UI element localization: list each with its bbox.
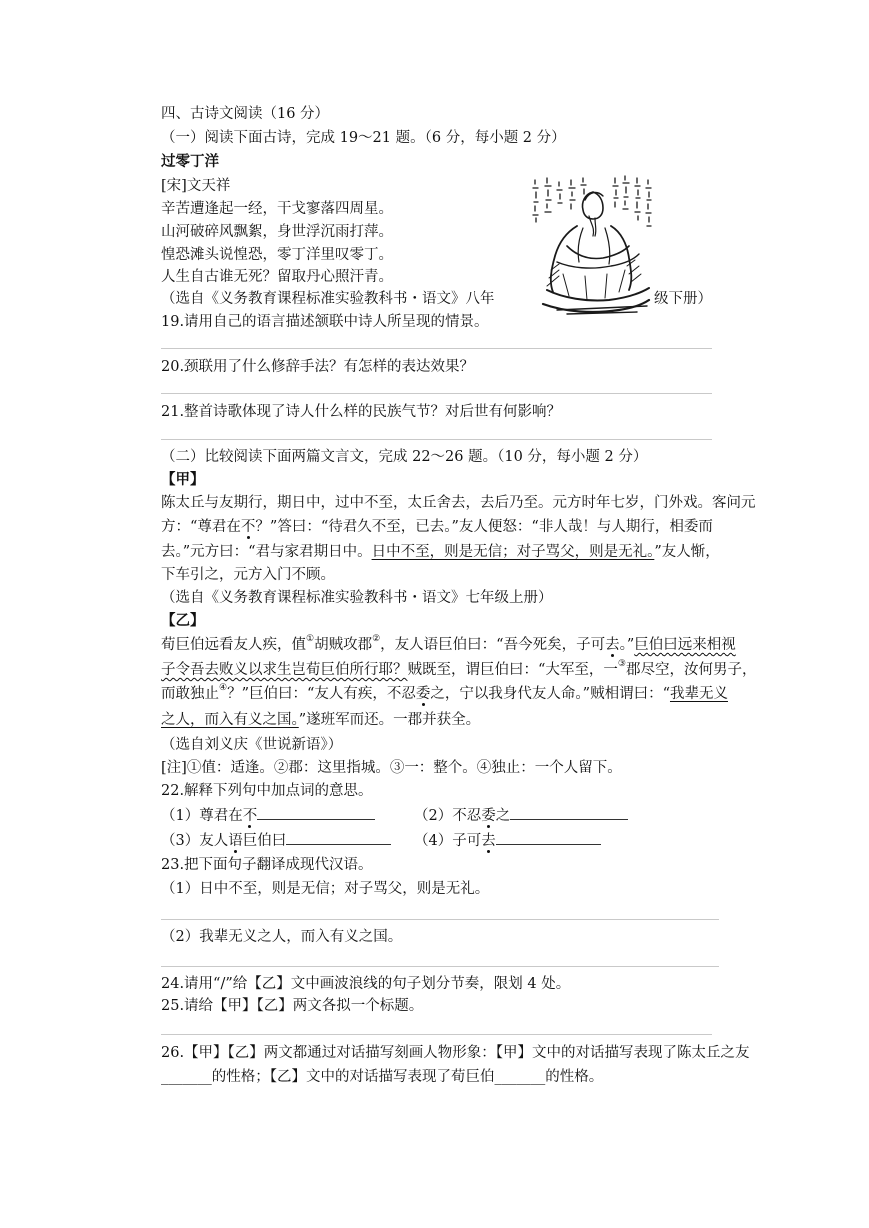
answer-line-25[interactable] <box>161 1034 712 1035</box>
yi-line-4: 之人，而入有义之国。”遂班军而还。一郡并获全。 <box>161 712 481 728</box>
part1-intro: （一）阅读下面古诗，完成 19～21 题。（6 分，每小题 2 分） <box>161 130 566 146</box>
question-24: 24.请用“/”给【乙】文中画波浪线的句子划分节奏，限划 4 处。 <box>161 976 571 992</box>
yi-line-3: 而敢独止④？”巨伯曰：“友人有疾，不忍委之，宁以我身代友人命。”贼相谓曰：“我辈无义 <box>161 683 728 702</box>
dotted-word: 委 <box>415 686 431 702</box>
q22-item-2: （2）不忍委之 <box>414 805 628 826</box>
answer-blank[interactable] <box>257 805 375 820</box>
jia-line-3: 去。”元方曰：“君与家君期日中。日中不至，则是无信；对子骂父，则是无礼。”友人惭， <box>161 544 720 560</box>
answer-line-20[interactable] <box>161 393 712 394</box>
poem-line-4: 人生自古谁无死？留取丹心照汗青。 <box>161 269 393 285</box>
poem-title: 过零丁洋 <box>161 154 219 170</box>
yi-source: （选自刘义庆《世说新语》） <box>161 737 343 753</box>
poem-line-1: 辛苦遭逢起一经，干戈寥落四周星。 <box>161 201 393 217</box>
jia-line-1: 陈太丘与友期行，期日中，过中不至，太丘舍去，去后乃至。元方时年七岁，门外戏。客问元 <box>161 495 756 511</box>
poem-author: [宋]文天祥 <box>161 178 231 194</box>
underlined-sentence: 我辈无义 <box>669 686 728 702</box>
answer-blank[interactable] <box>286 830 391 845</box>
underlined-sentence: 日中不至，则是无信；对子骂父，则是无礼。 <box>371 544 655 560</box>
portrait-illustration <box>527 170 657 318</box>
answer-blank[interactable] <box>496 830 601 845</box>
answer-blank[interactable] <box>510 805 628 820</box>
q23-sentence-2: （2）我辈无义之人，而入有义之国。 <box>161 929 403 945</box>
question-22: 22.解释下列句中加点词的意思。 <box>161 783 373 799</box>
dotted-word: 不 <box>240 519 256 535</box>
dotted-word: 去 <box>605 637 620 653</box>
yi-notes: [注]①值：适逢。②郡：这里指城。③一：整个。④独止：一个人留下。 <box>161 760 622 776</box>
poem-line-3: 惶恐滩头说惶恐，零丁洋里叹零丁。 <box>161 247 393 263</box>
wavy-sentence: 巨伯曰远来相视 <box>634 637 736 653</box>
poem-line-2: 山河破碎风飘絮，身世浮沉雨打萍。 <box>161 224 393 240</box>
poem-source-right: 级下册） <box>654 291 712 307</box>
answer-line-21[interactable] <box>161 439 712 440</box>
jia-source: （选自《义务教育课程标准实验教科书・语文》七年级上册） <box>161 590 553 606</box>
q22-item-4: （4）子可去 <box>414 830 601 851</box>
question-23: 23.把下面句子翻译成现代汉语。 <box>161 857 373 873</box>
passage-yi-label: 【乙】 <box>161 613 205 629</box>
question-26-line-1: 26.【甲】【乙】两文都通过对话描写刻画人物形象：【甲】文中的对话描写表现了陈太丘之友 <box>161 1045 750 1061</box>
jia-line-4: 下车引之，元方入门不顾。 <box>161 567 335 583</box>
yi-line-1: 荀巨伯远看友人疾，值①胡贼攻郡②，友人语巨伯曰：“吾今死矣，子可去。”巨伯曰远来相视 <box>161 634 736 653</box>
answer-line-23-2[interactable] <box>161 966 719 967</box>
question-21: 21.整首诗歌体现了诗人什么样的民族气节？对后世有何影响？ <box>161 404 562 420</box>
answer-line-19[interactable] <box>161 348 712 349</box>
question-25: 25.请给【甲】【乙】两文各拟一个标题。 <box>161 998 424 1014</box>
q22-item-3: （3）友人语巨伯曰 <box>161 830 391 851</box>
jia-line-2: 方：“尊君在不？”答曰：“待君久不至，已去。”友人便怒：“非人哉！与人期行，相委而 <box>161 519 713 535</box>
passage-jia-label: 【甲】 <box>161 472 205 488</box>
q22-item-1: （1）尊君在不 <box>161 805 375 826</box>
yi-line-2: 子令吾去败义以求生岂荀巨伯所行耶？贼既至，谓巨伯曰：“大军至，一③郡尽空，汝何男子， <box>161 659 757 678</box>
underlined-sentence: 之人，而入有义之国。 <box>161 712 299 728</box>
q23-sentence-1: （1）日中不至，则是无信；对子骂父，则是无礼。 <box>161 881 490 897</box>
section-heading: 四、古诗文阅读（16 分） <box>161 106 330 122</box>
question-19: 19.请用自己的语言描述颔联中诗人所呈现的情景。 <box>161 314 489 330</box>
poem-source-left: （选自《义务教育课程标准实验教科书・语文》八年 <box>161 291 495 307</box>
question-26-line-2: _______的性格；【乙】文中的对话描写表现了荀巨伯_______的性格。 <box>161 1069 604 1085</box>
part2-intro: （二）比较阅读下面两篇文言文，完成 22～26 题。（10 分，每小题 2 分） <box>161 449 648 465</box>
answer-line-23-1[interactable] <box>161 919 719 920</box>
question-20: 20.颈联用了什么修辞手法？有怎样的表达效果？ <box>161 359 475 375</box>
wavy-sentence: 子令吾去败义以求生岂荀巨伯所行耶？ <box>161 662 408 678</box>
